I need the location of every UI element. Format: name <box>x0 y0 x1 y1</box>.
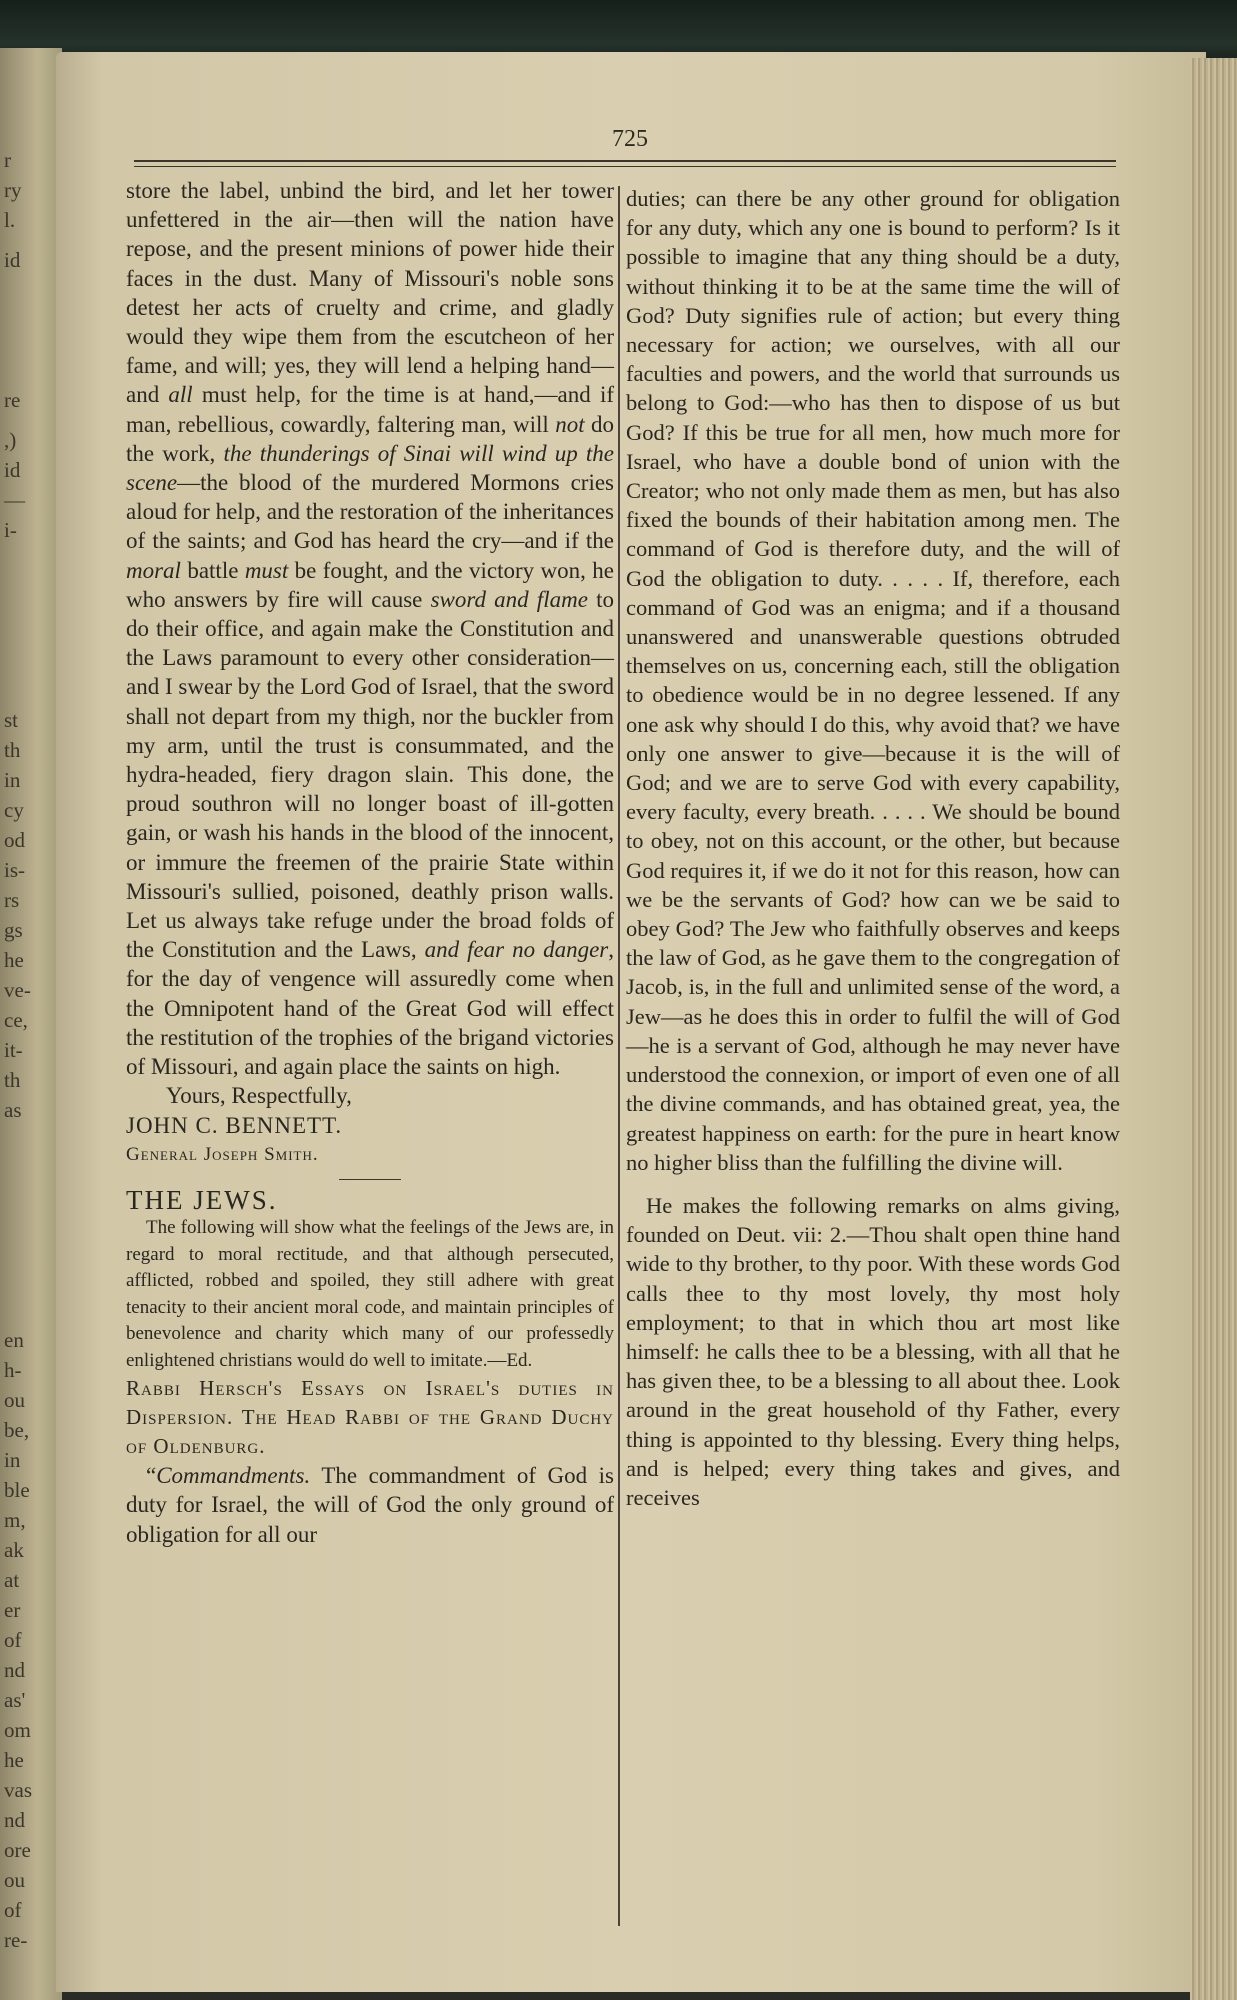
article-opening: “Commandments. The commandment of God is duty for Israel, the will of God the only ground of obligation for all our <box>126 1463 614 1547</box>
facing-page-fragment: at <box>4 1568 20 1592</box>
facing-page-fragment: be, <box>4 1418 30 1442</box>
facing-page-fragment: ak <box>4 1538 24 1562</box>
facing-page-fragment: vas <box>4 1778 32 1802</box>
facing-page-fragment: st <box>4 708 19 732</box>
facing-page-fragment: ,) <box>4 428 17 452</box>
page-number: 725 <box>612 126 648 152</box>
facing-page-fragment: re- <box>4 1928 28 1952</box>
section-heading: THE JEWS. <box>126 1184 278 1215</box>
facing-page-fragment: ce, <box>4 1008 28 1032</box>
page-stack-edge <box>1190 58 1237 2000</box>
letter-body: store the label, unbind the bird, and let her tower unfettered in the air—then will the nation have repose, and the present minions of power hide their faces in the dust. Many of Missouri's noble sons detest her acts of cruelty and crime, and gladly would they wipe them from the escutcheon of her fame, and will; yes, they will lend a helping hand—and all must help, for the time is at hand,—and if man, rebellious, cowardly, faltering man, will not do the work, the thunderings of Sinai will wind up the scene—the blood of the murdered Mormons cries aloud for help, and the restoration of the inheritances of the saints; and God has heard the cry—and if the moral battle must be fought, and the victory won, he who answers by fire will cause sword and flame to do their office, and again make the Constitution and the Laws paramount to every other consideration—and I swear by the Lord God of Israel, that the sword shall not depart from my thigh, nor the buckler from my arm, until the trust is consummated, and the hydra-headed, fiery dragon slain. This done, the proud southron will no longer boast of ill-gotten gain, or wash his hands in the blood of the innocent, or immure the freemen of the prairie State within Missouri's sullied, poisoned, deathly prison walls. Let us always take refuge under the broad folds of the Constitution and the Laws, and fear no danger, for the day of vengence will assuredly come when the Omnipotent hand of the Great God will effect the restitution of the trophies of the brigand victories of Missouri, and again place the saints on high. <box>126 178 615 1080</box>
facing-page-fragment: i- <box>4 518 17 542</box>
facing-page-fragment: m, <box>4 1508 26 1532</box>
facing-page-fragment: od <box>4 828 25 852</box>
facing-page-fragment: is- <box>4 858 25 882</box>
article-paragraph: duties; can there be any other ground for obligation for any duty, which any one is bound to perform? Is it possible to imagine that any thing should be a duty, without thinking it to be at the same time the will of God? Duty signifies rule of action; but every thing necessary for action; we ourselves, with all our faculties and powers, and the world that surrounds us belong to God:—who has then to dispose of us but God? If this be true for all men, how much more for Israel, who have a double bond of union with the Creator; who not only made them as men, but has also fixed the bounds of their habitation among men. The command of God is therefore duty, and the will of God the obligation to duty. . . . . If, therefore, each command of God was an enigma; and if a thousand unanswered and unanswerable questions obtruded themselves on us, concerning each, still the obligation to obedience would be in no degree lessened. If any one ask why should I do this, why avoid that? we have only one answer to give—because it is the will of God; and we are to serve God with every capability, every faculty, every breath. . . . . We should be bound to obey, not on this account, or the other, but because God requires it, if we do it not for this reason, how can we be the servants of God? how can we be said to obey God? The Jew who faithfully observes and keeps the law of God, as he gave them to the congregation of Jacob, is, in the full and unlimited sense of the word, a Jew—as he does this in order to fulfil the will of God—he is a servant of God, although he may never have understood the connexion, or import of even one of all the divine commands, and has obtained great, yea, the greatest happiness on earth: for the pure in heart know no higher bliss than the fulfilling the divine will. <box>626 186 1120 1175</box>
facing-page-fragment: cy <box>4 798 24 822</box>
facing-page-fragment: th <box>4 1068 21 1092</box>
facing-page-fragment: id <box>4 458 21 482</box>
facing-page-fragment: rs <box>4 888 20 912</box>
facing-page-fragment: nd <box>4 1658 25 1682</box>
facing-page-fragment: nd <box>4 1808 25 1832</box>
facing-page-fragment: l. <box>4 208 16 232</box>
facing-page-fragment: ve- <box>4 978 31 1002</box>
facing-page-fragment: he <box>4 1748 24 1772</box>
facing-page-fragment: as <box>4 1098 22 1122</box>
section-rule <box>339 1179 401 1180</box>
facing-page-fragment: ore <box>4 1838 31 1862</box>
facing-page-fragment: of <box>4 1628 22 1652</box>
facing-page-fragment: ble <box>4 1478 30 1502</box>
facing-page-fragment: — <box>4 488 25 512</box>
facing-page-fragment: in <box>4 1448 21 1472</box>
facing-page-fragment: of <box>4 1898 22 1922</box>
facing-page-fragment: th <box>4 738 21 762</box>
facing-page-fragment: en <box>4 1328 24 1352</box>
facing-page-fragment: gs <box>4 918 23 942</box>
letter-addressee: General Joseph Smith. <box>126 1143 319 1165</box>
facing-page-fragment: er <box>4 1598 21 1622</box>
editor-intro: The following will show what the feelings of the Jews are, in regard to moral rectitude, and that although persecuted, afflicted, robbed and spoiled, they still adhere with great tenacity to their ancient moral code, and maintain principles of benevolence and charity which many of our professedly enlightened christians would do well to imitate.—Ed. <box>126 1217 614 1371</box>
facing-page-fragment: om <box>4 1718 31 1742</box>
facing-page-fragment: in <box>4 768 21 792</box>
facing-page-fragment: as' <box>4 1688 26 1712</box>
facing-page-fragment: it- <box>4 1038 23 1062</box>
article-title: Rabbi Hersch's Essays on Israel's duties in Dispersion. The Head Rabbi of the Grand Duchy of Oldenburg. <box>126 1376 614 1459</box>
top-rule <box>134 160 1116 162</box>
top-rule-thin <box>134 166 1116 167</box>
facing-page-fragment: h- <box>4 1358 22 1382</box>
facing-page-fragment: ry <box>4 178 22 202</box>
letter-signature: JOHN C. BENNETT. <box>126 1112 343 1138</box>
facing-page-fragment: he <box>4 948 24 972</box>
facing-page-fragment: ou <box>4 1388 25 1412</box>
facing-page-fragment: re <box>4 388 21 412</box>
right-column <box>626 184 1120 1512</box>
letter-closing: Yours, Respectfully, <box>166 1083 352 1109</box>
column-divider <box>618 186 620 1926</box>
facing-page-fragment: r <box>4 148 11 172</box>
facing-page-edge <box>0 48 62 2000</box>
left-column <box>126 176 614 1549</box>
facing-page-fragment: id <box>4 248 21 272</box>
article-paragraph-alms: He makes the following remarks on alms giving, founded on Deut. vii: 2.—Thou shalt open thine hand wide to thy brother, to thy poor. With these words God calls thee to thy most lovely, thy most holy employment; to that in which thou art most like himself: he calls thee to be a blessing, with all that he has given thee, to be a blessing to all about thee. Look around in the great household of thy Father, every thing is appointed to thy blessing. Every thing helps, and is helped; every thing takes and gives, and receives <box>626 1192 1120 1510</box>
facing-page-fragment: ou <box>4 1868 25 1892</box>
